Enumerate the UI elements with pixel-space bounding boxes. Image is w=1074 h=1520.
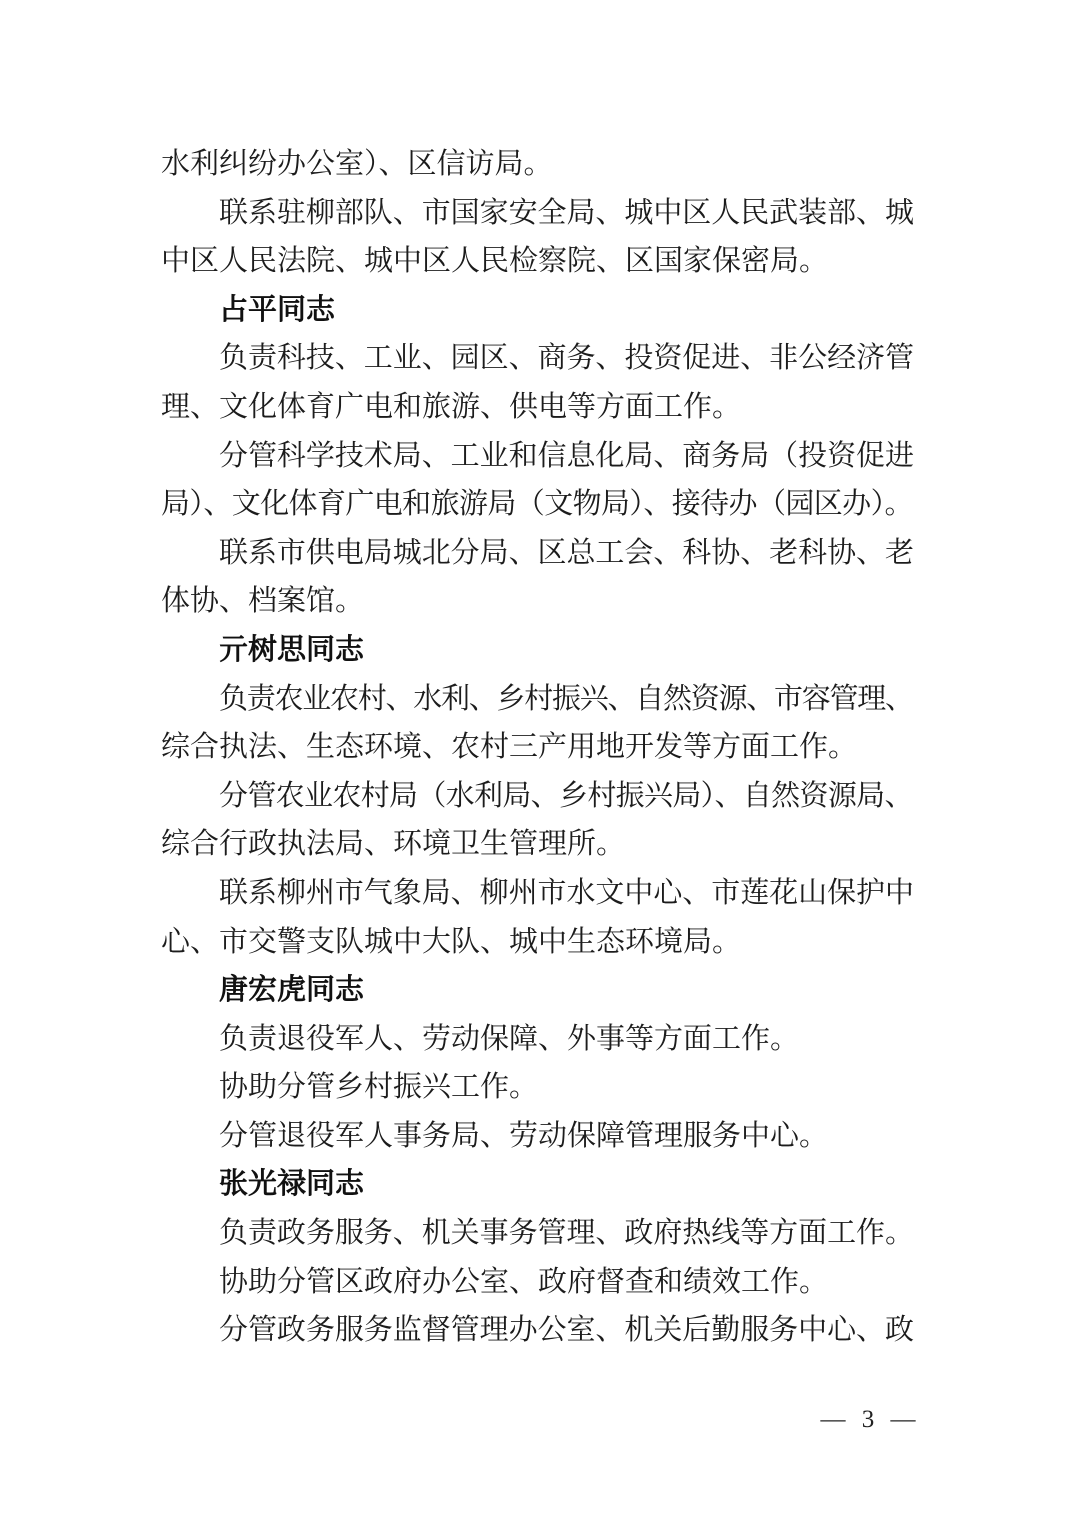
body-text-line: 联系柳州市气象局、柳州市水文中心、市莲花山保护中 — [219, 876, 914, 909]
body-text-line: 综合行政执法局、环境卫生管理所。 — [161, 828, 626, 861]
official-name-heading: 亓树思同志 — [219, 633, 365, 666]
official-name-heading: 唐宏虎同志 — [219, 974, 365, 1007]
body-text-line: 协助分管乡村振兴工作。 — [219, 1071, 539, 1104]
body-text-line: 心、市交警支队城中大队、城中生态环境局。 — [161, 925, 742, 958]
body-text-line: 负责退役军人、劳动保障、外事等方面工作。 — [219, 1022, 800, 1055]
body-text-line: 协助分管区政府办公室、政府督查和绩效工作。 — [219, 1265, 829, 1298]
body-text-line: 负责农业农村、水利、乡村振兴、自然资源、市容管理、 — [219, 682, 913, 715]
official-name-heading: 张光禄同志 — [219, 1168, 365, 1201]
document-text — [161, 140, 914, 1355]
body-text-line: 联系驻柳部队、市国家安全局、城中区人民武装部、城 — [219, 196, 914, 229]
official-name-heading: 占平同志 — [219, 293, 336, 326]
body-text-line: 分管科学技术局、工业和信息化局、商务局（投资促进 — [219, 439, 914, 472]
body-text-line: 水利纠纷办公室）、区信访局。 — [161, 148, 553, 180]
page-number: — 3 — — [820, 1406, 916, 1433]
body-text-line: 联系市供电局城北分局、区总工会、科协、老科协、老 — [219, 536, 914, 569]
body-text-line: 中区人民法院、城中区人民检察院、区国家保密局。 — [161, 245, 829, 278]
body-text-line: 分管退役军人事务局、劳动保障管理服务中心。 — [219, 1119, 829, 1152]
body-text-line: 负责政务服务、机关事务管理、政府热线等方面工作。 — [219, 1217, 914, 1250]
body-text-line: 体协、档案馆。 — [161, 585, 365, 618]
body-text-line: 分管农业农村局（水利局、乡村振兴局）、自然资源局、 — [219, 779, 913, 812]
body-text-line: 分管政务服务监督管理办公室、机关后勤服务中心、政 — [219, 1314, 914, 1347]
body-text-line: 局）、文化体育广电和旅游局（文物局）、接待办（园区办）。 — [161, 488, 913, 521]
body-text-line: 理、文化体育广电和旅游、供电等方面工作。 — [161, 390, 742, 423]
body-text-line: 负责科技、工业、园区、商务、投资促进、非公经济管 — [219, 342, 914, 375]
body-text-line: 综合执法、生态环境、农村三产用地开发等方面工作。 — [161, 731, 858, 764]
